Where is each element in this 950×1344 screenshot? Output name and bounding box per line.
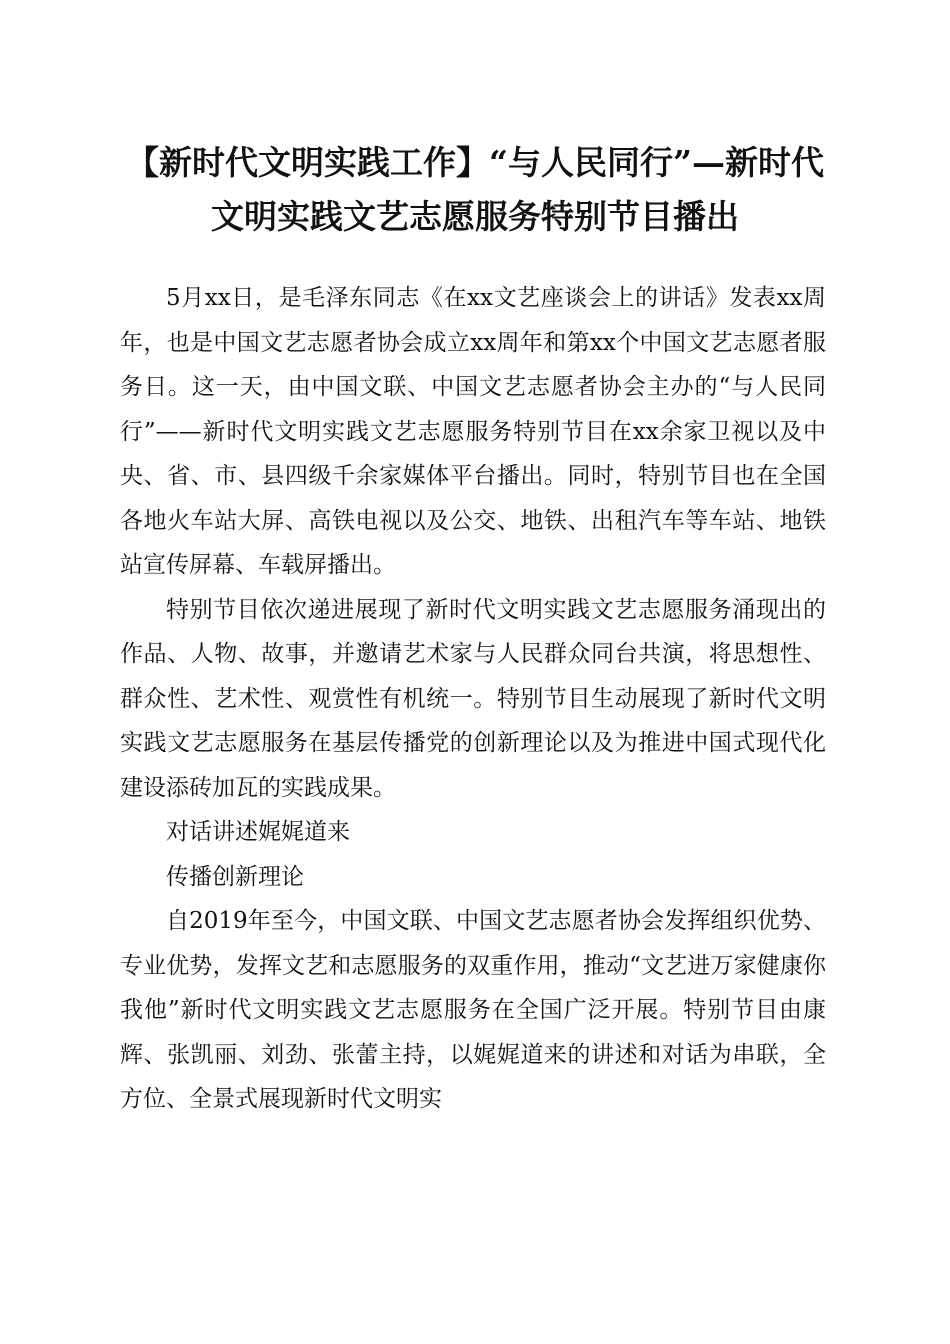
paragraph-1: 5月xx日，是毛泽东同志《在xx文艺座谈会上的讲话》发表xx周年，也是中国文艺志愿者协会成立xx周年和第xx个中国文艺志愿者服务日。这一天，由中国文联、中国文艺志愿者协会主办的“与人民同行”——新时代文明实践文艺志愿服务特别节目在xx余家卫视以及中央、省、市、县四级千余家媒体平台播出。同时，特别节目也在全国各地火车站大屏、高铁电视以及公交、地铁、出租汽车等车站、地铁站宣传屏幕、车载屏播出。 — [120, 285, 826, 578]
subheading-1: 对话讲述娓娓道来 — [166, 819, 350, 845]
paragraph-2: 特别节目依次递进展现了新时代文明实践文艺志愿服务涌现出的作品、人物、故事，并邀请艺术家与人民群众同台共演，将思想性、群众性、艺术性、观赏性有机统一。特别节目生动展现了新时代文明实践文艺志愿服务在基层传播党的创新理论以及为推进中国式现代化建设添砖加瓦的实践成果。 — [120, 596, 826, 801]
document-body — [120, 276, 826, 1122]
paragraph-3: 自2019年至今，中国文联、中国文艺志愿者协会发挥组织优势、专业优势，发挥文艺和志愿服务的双重作用，推动“文艺进万家健康你我他”新时代文明实践文艺志愿服务在全国广泛开展。特别节目由康辉、张凯丽、刘劲、张蕾主持，以娓娓道来的讲述和对话为串联，全方位、全景式展现新时代文明实 — [120, 908, 826, 1112]
subheading-2: 传播创新理论 — [166, 863, 304, 890]
document-title: 【新时代文明实践工作】“与人民同行”—新时代文明实践文艺志愿服务特别节目播出 — [126, 143, 824, 236]
